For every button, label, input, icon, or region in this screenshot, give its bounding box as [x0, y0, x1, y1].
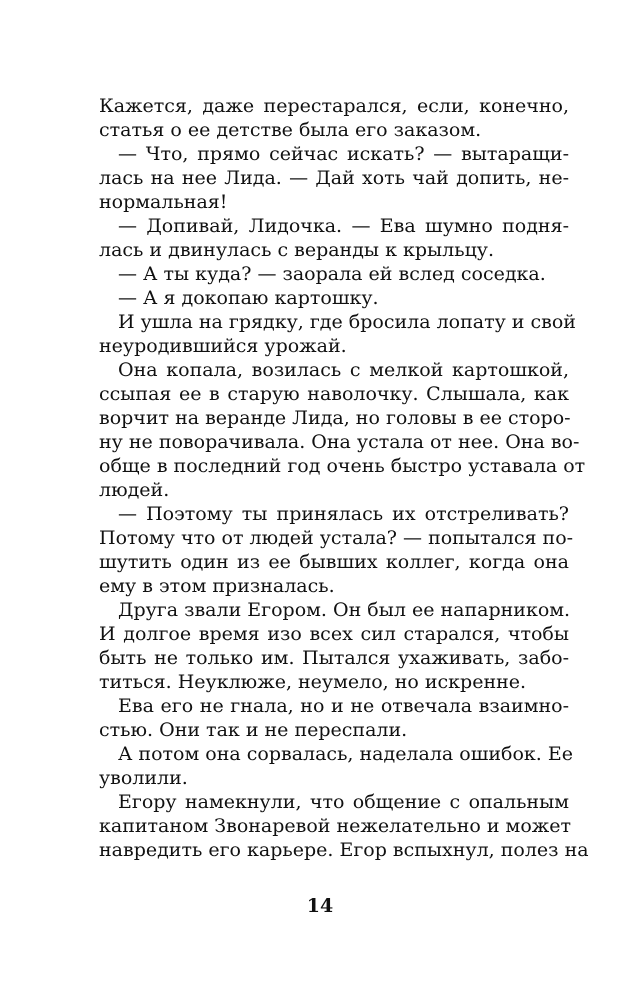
text-line: ну не поворачивала. Она устала от нее. Она во- [99, 431, 580, 453]
text-line: И ушла на грядку, где бросила лопату и свой [118, 311, 576, 333]
text-line: людей. [99, 479, 170, 501]
text-line: нормальная! [99, 191, 228, 213]
paragraph [99, 262, 569, 286]
text-line: Егору намекнули, что общение с опальным [118, 791, 569, 813]
text-line: неуродившийся урожай. [99, 335, 347, 357]
paragraph [99, 790, 589, 862]
text-line: навредить его карьере. Егор вспыхнул, полез на [99, 839, 589, 861]
text-line: стью. Они так и не переспали. [99, 719, 408, 741]
paragraph [99, 358, 586, 502]
text-line: Друга звали Егором. Он был ее напарником. [118, 599, 571, 621]
text-line: уволили. [99, 767, 188, 789]
text-line: — А я докопаю картошку. [118, 287, 379, 309]
paragraph [99, 694, 569, 742]
text-line: обще в последний год очень быстро уставала от [99, 455, 586, 477]
text-line: Потому что от людей устала? — попытался по- [99, 527, 574, 549]
paragraph [99, 286, 569, 310]
text-line: — Что, прямо сейчас искать? — вытаращи- [118, 143, 569, 165]
text-line: — Поэтому ты принялась их отстреливать? [118, 503, 569, 525]
text-line: капитаном Звонаревой нежелательно и может [99, 815, 571, 837]
text-line: ему в этом призналась. [99, 575, 335, 597]
text-line: И долгое время изо всех сил старался, чтобы [99, 623, 569, 645]
page-number: 14 [306, 895, 334, 917]
paragraph [99, 502, 574, 598]
text-line: Ева его не гнала, но и не отвечала взаимно- [118, 695, 569, 717]
text-line: быть не только им. Пытался ухаживать, забо- [99, 647, 569, 669]
paragraph [99, 214, 569, 262]
text-line: ворчит на веранде Лида, но головы в ее сторо- [99, 407, 571, 429]
text-line: шутить один из ее бывших коллег, когда она [99, 551, 569, 573]
paragraph [99, 742, 573, 790]
paragraph [99, 598, 569, 694]
paragraph [99, 94, 569, 142]
page-body [99, 94, 589, 862]
text-line: титься. Неуклюже, неумело, но искренне. [99, 671, 527, 693]
text-line: статья о ее детстве была его заказом. [99, 119, 482, 141]
text-line: — А ты куда? — заорала ей вслед соседка. [118, 263, 546, 285]
text-line: ссыпая ее в старую наволочку. Слышала, как [99, 383, 569, 405]
paragraph [99, 142, 569, 214]
text-line: А потом она сорвалась, наделала ошибок. Ее [118, 743, 573, 765]
text-line: — Допивай, Лидочка. — Ева шумно подня- [118, 215, 569, 237]
text-line: Кажется, даже перестарался, если, конечно, [99, 95, 569, 117]
text-line: лась на нее Лида. — Дай хоть чай допить, не- [99, 167, 569, 189]
paragraph [99, 310, 576, 358]
text-line: Она копала, возилась с мелкой картошкой, [118, 359, 569, 381]
text-line: лась и двинулась с веранды к крыльцу. [99, 239, 495, 261]
